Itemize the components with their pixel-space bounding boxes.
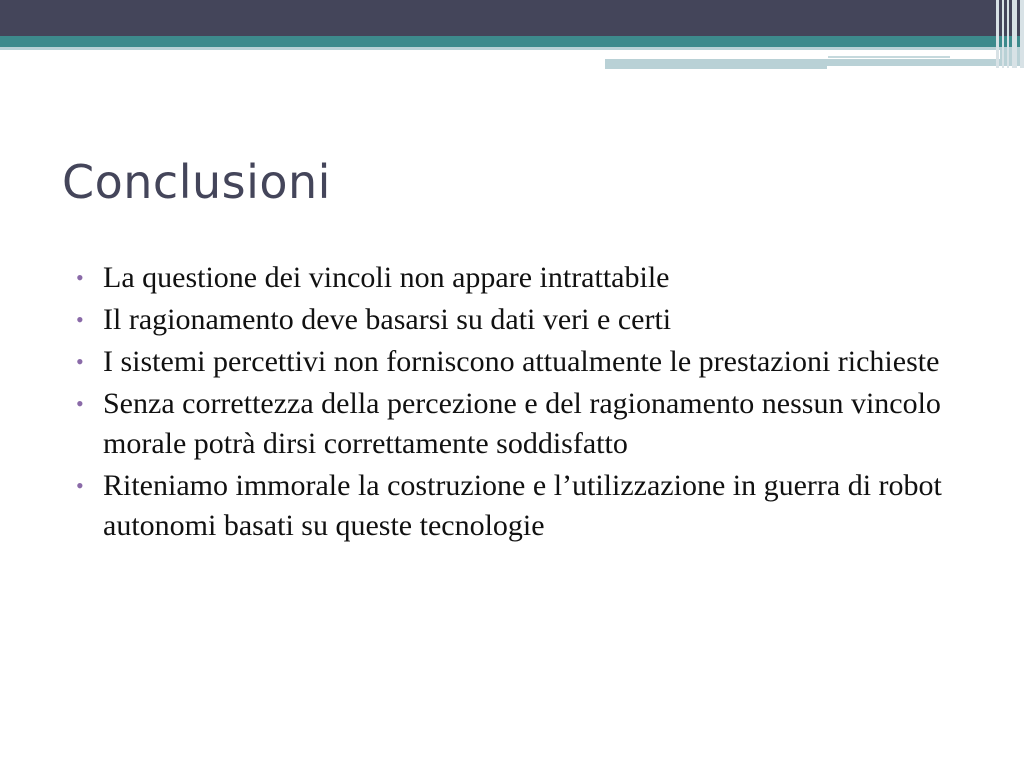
bullet-item: [76, 258, 956, 298]
header-band-dark: [0, 0, 1024, 36]
bullet-text: La questione dei vincoli non appare intrattabile: [103, 261, 670, 294]
bullet-text: I sistemi percettivi non forniscono attualmente le prestazioni richieste: [103, 345, 940, 378]
bullet-text: Il ragionamento deve basarsi su dati veri e certi: [103, 303, 672, 336]
header-vertical-stripes: [994, 0, 1024, 68]
bullet-text: Senza correttezza della percezione e del ragionamento nessun vincolo morale potrà dirsi correttamente soddisfatto: [103, 387, 941, 460]
header-accent-thin-line: [828, 56, 950, 58]
bullet-item: [76, 466, 956, 546]
bullet-dot-icon: •: [76, 349, 84, 374]
bullet-dot-icon: •: [76, 473, 84, 498]
bullet-dot-icon: •: [76, 307, 84, 332]
bullet-text: Riteniamo immorale la costruzione e l’utilizzazione in guerra di robot autonomi basati su queste tecnologie: [103, 469, 942, 542]
bullet-dot-icon: •: [76, 265, 84, 290]
bullet-item: [76, 384, 956, 464]
bullet-list: [76, 258, 956, 548]
slide-title: Conclusioni: [62, 155, 331, 209]
header-band-teal: [0, 36, 1024, 47]
bullet-dot-icon: •: [76, 391, 84, 416]
header-accent-underline: [605, 66, 827, 69]
bullet-item: [76, 300, 956, 340]
bullet-item: [76, 342, 956, 382]
